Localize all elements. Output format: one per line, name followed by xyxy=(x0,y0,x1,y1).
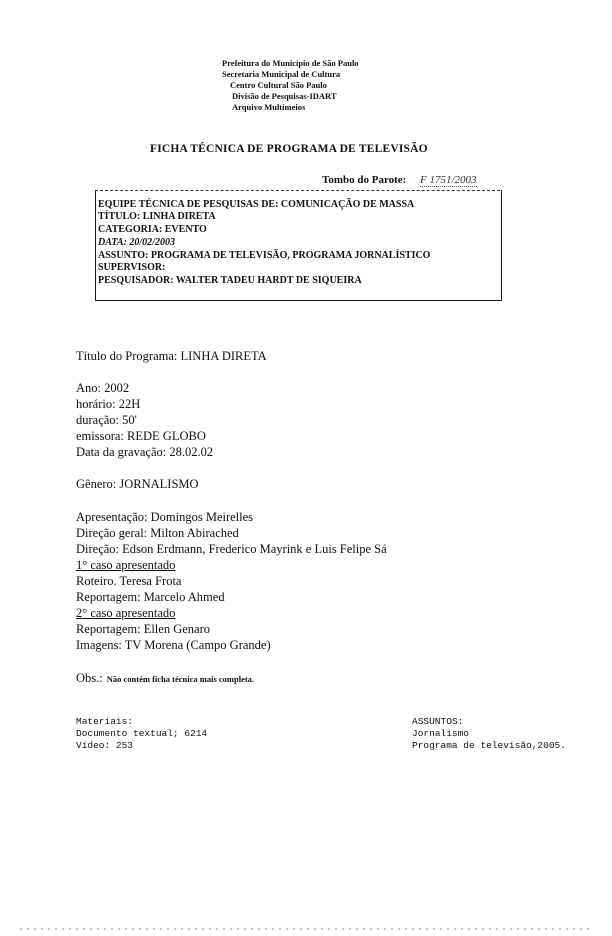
box-titulo: TÍTULO: LINHA DIRETA xyxy=(98,211,216,222)
program-reportagem-2: Reportagem: Ellen Genaro xyxy=(76,622,210,636)
assuntos-programa: Programa de televisão,2005. xyxy=(412,740,566,751)
assuntos-jornalismo: Jornalismo xyxy=(412,728,470,739)
header-line-secretaria: Secretaria Municipal de Cultura xyxy=(222,69,341,79)
program-duracao: duração: 50' xyxy=(76,413,137,427)
header-line-centro: Centro Cultural São Paulo xyxy=(230,80,327,90)
caso1-heading: 1° caso apresentado xyxy=(76,558,176,572)
program-ano: Ano: 2002 xyxy=(76,381,130,395)
program-title: Título do Programa: LINHA DIRETA xyxy=(76,349,267,363)
program-emissora: emissora: REDE GLOBO xyxy=(76,429,206,443)
box-data: DATA: 20/02/2003 xyxy=(98,237,175,248)
header-line-arquivo: Arquivo Multimeios xyxy=(232,102,306,112)
program-gravacao: Data da gravação: 28.02.02 xyxy=(76,445,214,459)
program-roteiro: Roteiro. Teresa Frota xyxy=(76,574,182,588)
obs-row xyxy=(76,669,254,687)
program-reportagem-1: Reportagem: Marcelo Ahmed xyxy=(76,590,225,604)
program-genero: Gênero: JORNALISMO xyxy=(76,477,199,491)
program-horario: horário: 22H xyxy=(76,397,141,411)
box-categoria: CATEGORIA: EVENTO xyxy=(98,224,207,235)
materiais-heading: Materiais: xyxy=(76,716,134,727)
program-apresentacao: Apresentação: Domingos Meirelles xyxy=(76,510,254,524)
box-pesquisador: PESQUISADOR: WALTER TADEU HARDT DE SIQUEIRA xyxy=(98,275,362,286)
tombo-label: Tombo do Parote: xyxy=(322,174,407,186)
obs-text: Não contém ficha técnica mais completa. xyxy=(106,674,255,684)
box-supervisor: SUPERVISOR: xyxy=(98,262,166,273)
obs-label: Obs.: xyxy=(76,671,103,685)
program-direcao-geral: Direção geral: Milton Abirached xyxy=(76,526,239,540)
program-imagens: Imagens: TV Morena (Campo Grande) xyxy=(76,638,271,652)
box-equipe: EQUIPE TÉCNICA DE PESQUISAS DE: COMUNICAÇÃO DE MASSA xyxy=(98,199,415,210)
box-assunto: ASSUNTO: PROGRAMA DE TELEVISÃO, PROGRAMA JORNALÍSTICO xyxy=(98,250,431,261)
header-line-prefeitura: Prefeitura do Município de São Paulo xyxy=(222,58,359,68)
document-title: FICHA TÉCNICA DE PROGRAMA DE TELEVISÃO xyxy=(150,143,428,155)
materiais-documento: Documento textual; 6214 xyxy=(76,728,208,739)
caso2-heading: 2° caso apresentado xyxy=(76,606,176,620)
materiais-video: Vídeo: 253 xyxy=(76,740,134,751)
assuntos-heading: ASSUNTOS: xyxy=(412,716,464,727)
scan-noise-line xyxy=(20,928,590,930)
header-line-divisao: Divisão de Pesquisas-IDART xyxy=(232,91,337,101)
program-direcao: Direção: Edson Erdmann, Frederico Mayrink e Luis Felipe Sá xyxy=(76,542,387,556)
tombo-value: F 1751/2003 xyxy=(420,174,477,186)
